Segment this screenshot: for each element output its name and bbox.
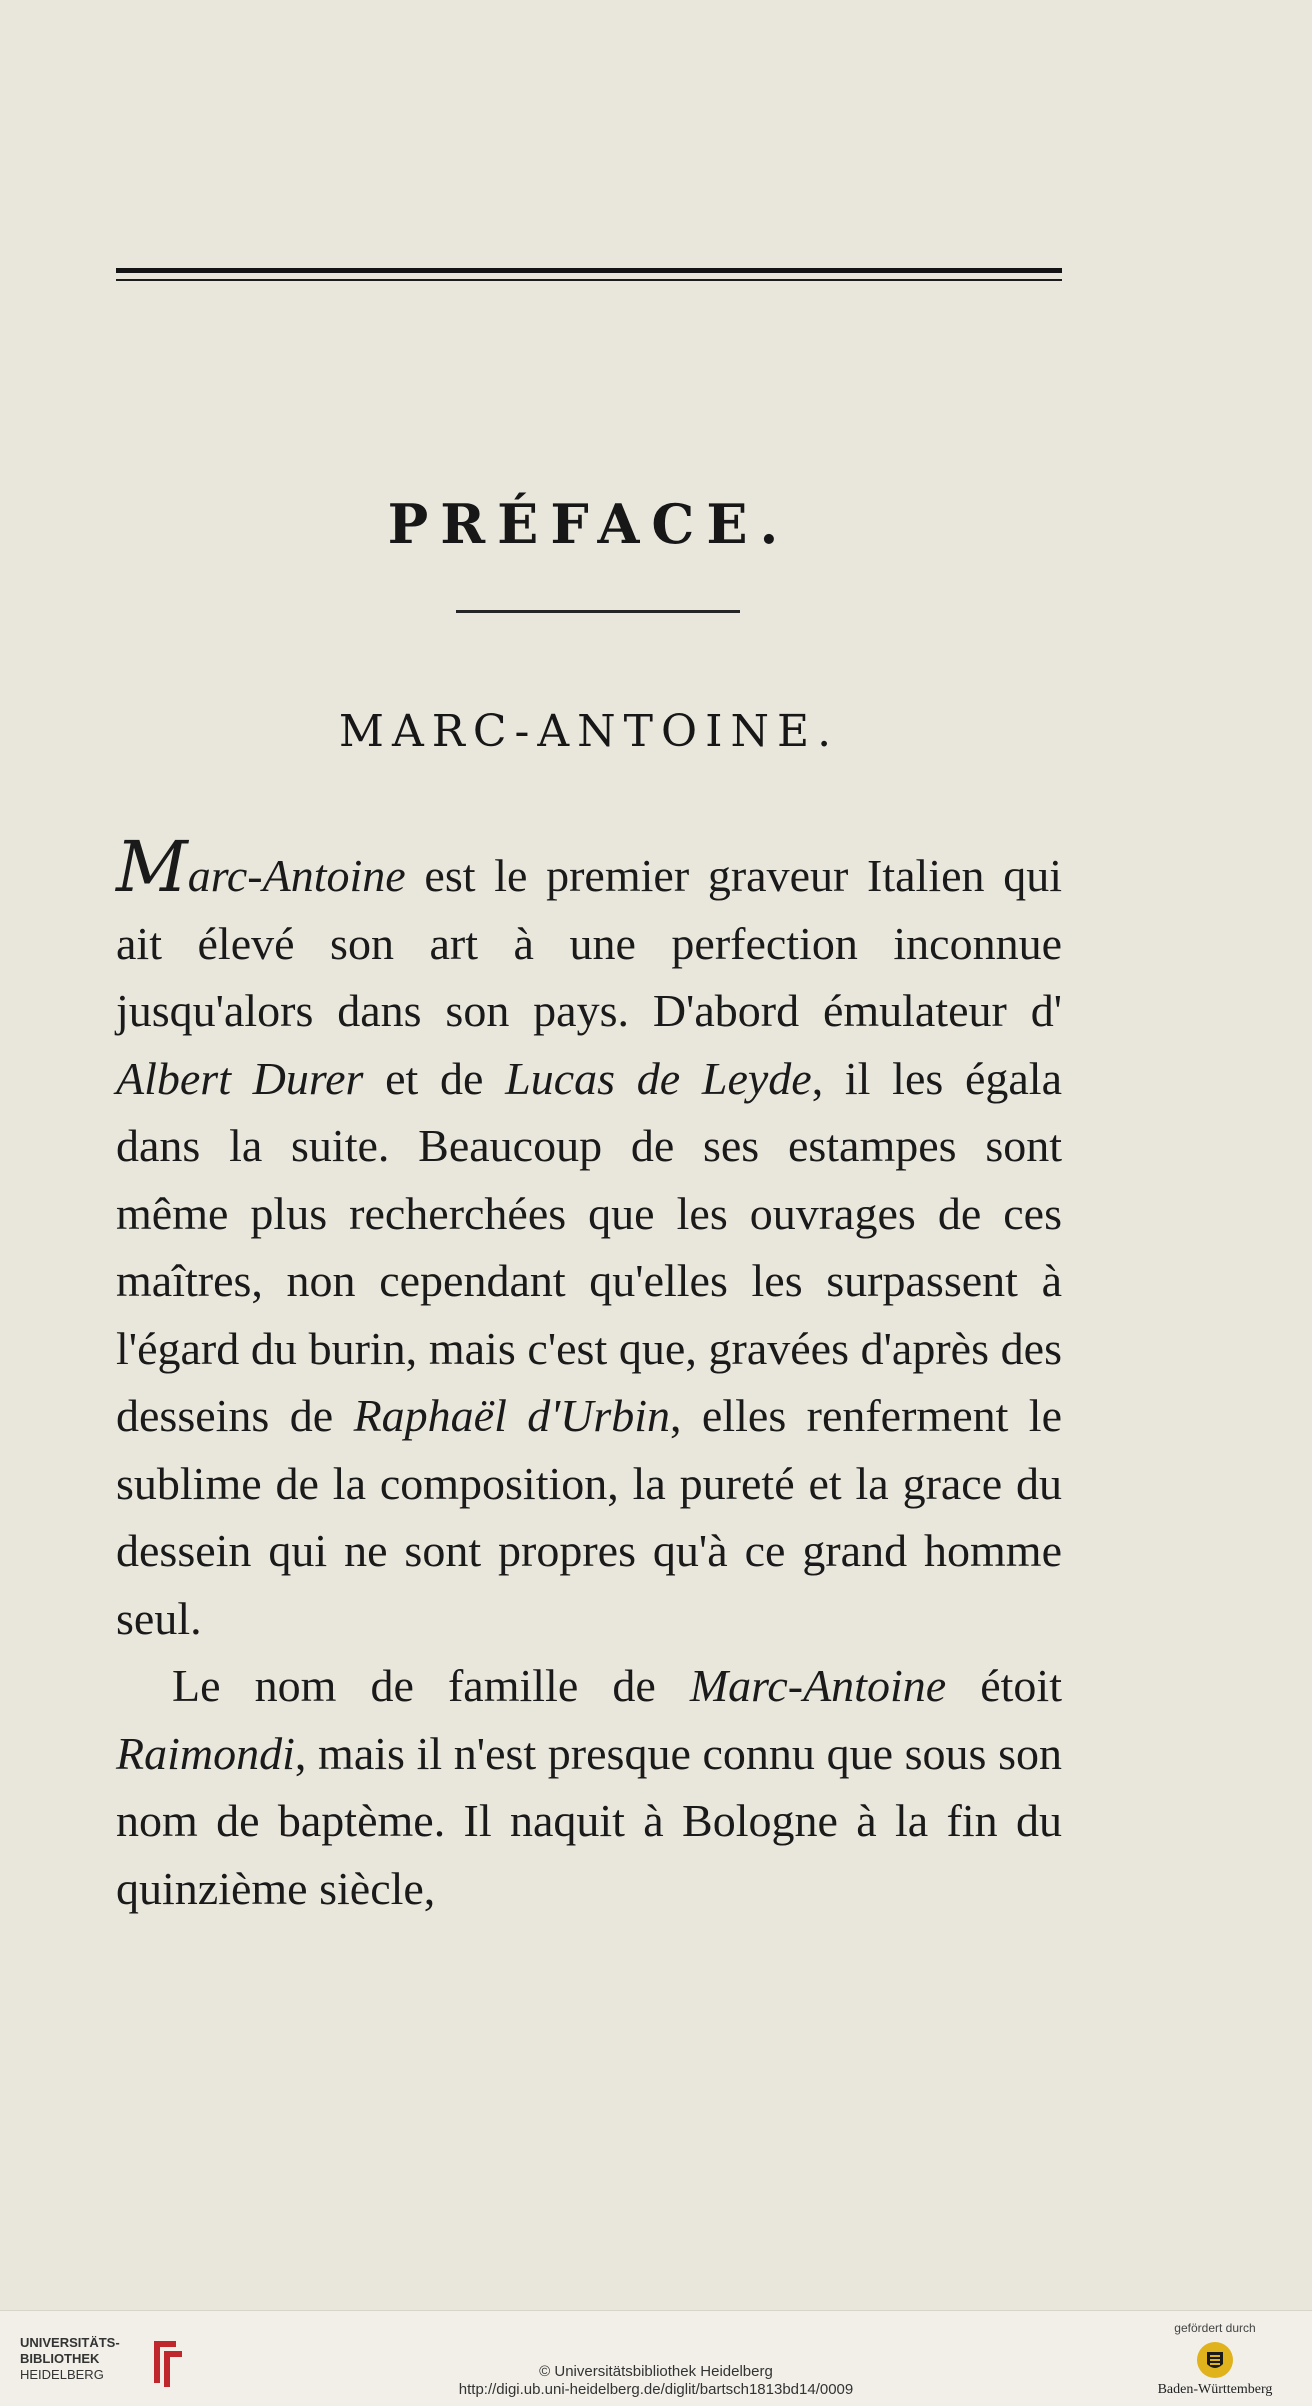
text-run: , elles renferment le sublime de la composition, la pureté et la grace du dessein qui ne sont propres qu'à ce grand homme seul.	[116, 1390, 1062, 1644]
name-albert-durer: Albert Durer	[116, 1052, 364, 1104]
funder-name: Baden-Württemberg	[1157, 2382, 1273, 2397]
paragraph-2	[116, 1652, 1062, 1922]
funder-logo[interactable]	[1140, 2321, 1290, 2398]
name-marc-antoine: arc-Antoine	[187, 850, 406, 901]
text-run: et de	[363, 1052, 506, 1104]
copyright-text: © Universitätsbibliothek Heidelberg	[539, 2363, 773, 2380]
text-run: , il les égala dans la suite. Beaucoup de ses estampes sont même plus recherchées que les ouvrages de ces maîtres, non cependant qu'elles les surpassent à l'égard du burin, mais c'est que, gravées d'après des desseins de	[116, 1052, 1062, 1441]
name-marc-antoine: Marc-Antoine	[689, 1660, 947, 1711]
title-underline	[456, 610, 740, 613]
text-run: étoit	[946, 1660, 1062, 1711]
logo-line-1: UNIVERSITÄTS-	[20, 2335, 120, 2350]
page-title: PRÉFACE.	[387, 492, 791, 556]
coat-of-arms-icon	[1195, 2340, 1235, 2380]
name-raphael: Raphaël d'Urbin	[353, 1390, 671, 1441]
name-raimondi: Raimondi	[116, 1727, 295, 1779]
paragraph-1	[116, 826, 1062, 1652]
text-run: est le premier graveur Italien qui ait élevé son art à une perfection inconnue jusqu'alors dans son pays. D'abord émulateur d'	[116, 850, 1062, 1036]
section-heading: MARC-ANTOINE.	[338, 706, 840, 757]
logo-line-3: HEIDELBERG	[20, 2367, 104, 2382]
logo-line-2: BIBLIOTHEK	[20, 2351, 100, 2366]
name-lucas-de-leyde: Lucas de Leyde	[505, 1052, 812, 1104]
header-rule-thin	[116, 279, 1062, 281]
text-run: , mais il n'est presque connu que sous son nom de baptème. Il naquit à Bologne à la fin du quinzième siècle,	[116, 1727, 1062, 1914]
viewer-footer	[0, 2310, 1312, 2406]
text-run: Le nom de famille de	[172, 1660, 690, 1711]
funded-by-label: gefördert durch	[1174, 2321, 1256, 2335]
body-text	[116, 826, 1062, 1922]
permalink-url[interactable]: http://digi.ub.uni-heidelberg.de/diglit/bartsch1813bd14/0009	[458, 2381, 854, 2398]
copyright-notice	[0, 2363, 1312, 2399]
header-rule-thick	[116, 268, 1062, 273]
drop-cap: M	[116, 826, 188, 908]
